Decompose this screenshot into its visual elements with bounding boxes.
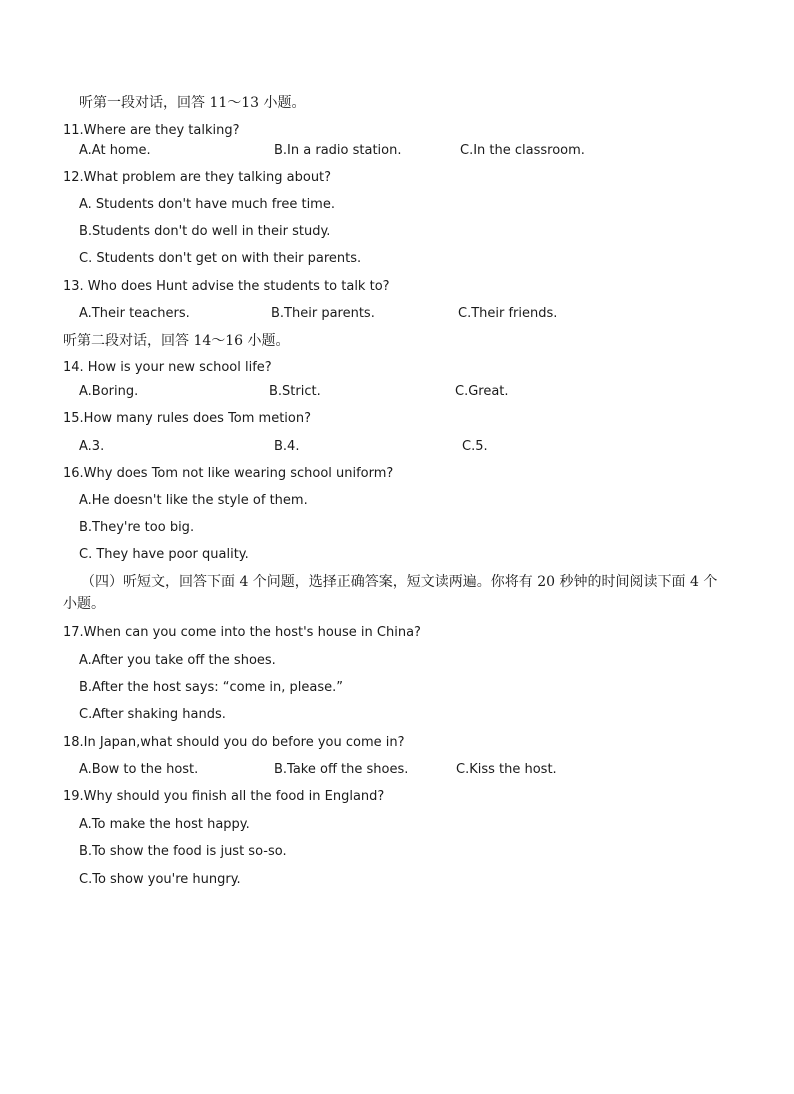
question-18: 18.In Japan,what should you do before you come in? bbox=[63, 735, 405, 750]
q12-option-a: A. Students don't have much free time. bbox=[79, 197, 335, 212]
q11-option-a: A.At home. bbox=[79, 143, 151, 158]
q11-option-b: B.In a radio station. bbox=[274, 143, 402, 158]
question-13: 13. Who does Hunt advise the students to talk to? bbox=[63, 279, 390, 294]
q17-option-c: C.After shaking hands. bbox=[79, 707, 226, 722]
q18-option-c: C.Kiss the host. bbox=[456, 762, 557, 777]
q17-option-a: A.After you take off the shoes. bbox=[79, 653, 276, 668]
q15-option-a: A.3. bbox=[79, 439, 105, 454]
q13-option-c: C.Their friends. bbox=[458, 306, 558, 321]
section-2-header: 听第二段对话，回答 14～16 小题。 bbox=[63, 333, 290, 349]
q11-option-c: C.In the classroom. bbox=[460, 143, 585, 158]
section-4-header: （四）听短文，回答下面 4 个问题，选择正确答案，短文读两遍。你将有 20 秒钟的时间阅读下面 4 个小题。 bbox=[63, 574, 718, 612]
question-15: 15.How many rules does Tom metion? bbox=[63, 411, 312, 426]
q19-option-c: C.To show you're hungry. bbox=[79, 872, 241, 887]
question-19: 19.Why should you finish all the food in England? bbox=[63, 789, 385, 804]
q12-option-c: C. Students don't get on with their parents. bbox=[79, 251, 362, 266]
q12-option-b: B.Students don't do well in their study. bbox=[79, 224, 331, 239]
q15-option-c: C.5. bbox=[462, 439, 488, 454]
q15-option-b: B.4. bbox=[274, 439, 300, 454]
q14-option-b: B.Strict. bbox=[269, 384, 321, 399]
question-16: 16.Why does Tom not like wearing school uniform? bbox=[63, 466, 394, 481]
q17-option-b: B.After the host says: “come in, please.” bbox=[79, 680, 343, 695]
q16-option-a: A.He doesn't like the style of them. bbox=[79, 493, 308, 508]
q13-option-a: A.Their teachers. bbox=[79, 306, 190, 321]
q18-option-a: A.Bow to the host. bbox=[79, 762, 199, 777]
q16-option-b: B.They're too big. bbox=[79, 520, 195, 535]
q16-option-c: C. They have poor quality. bbox=[79, 547, 249, 562]
question-14: 14. How is your new school life? bbox=[63, 360, 272, 375]
question-12: 12.What problem are they talking about? bbox=[63, 170, 332, 185]
q14-option-a: A.Boring. bbox=[79, 384, 139, 399]
q13-option-b: B.Their parents. bbox=[271, 306, 375, 321]
q18-option-b: B.Take off the shoes. bbox=[274, 762, 409, 777]
q19-option-b: B.To show the food is just so-so. bbox=[79, 844, 287, 859]
question-11: 11.Where are they talking? bbox=[63, 123, 240, 138]
q19-option-a: A.To make the host happy. bbox=[79, 817, 250, 832]
question-17: 17.When can you come into the host's house in China? bbox=[63, 625, 421, 640]
section-1-header: 听第一段对话，回答 11～13 小题。 bbox=[79, 95, 306, 111]
q14-option-c: C.Great. bbox=[455, 384, 509, 399]
